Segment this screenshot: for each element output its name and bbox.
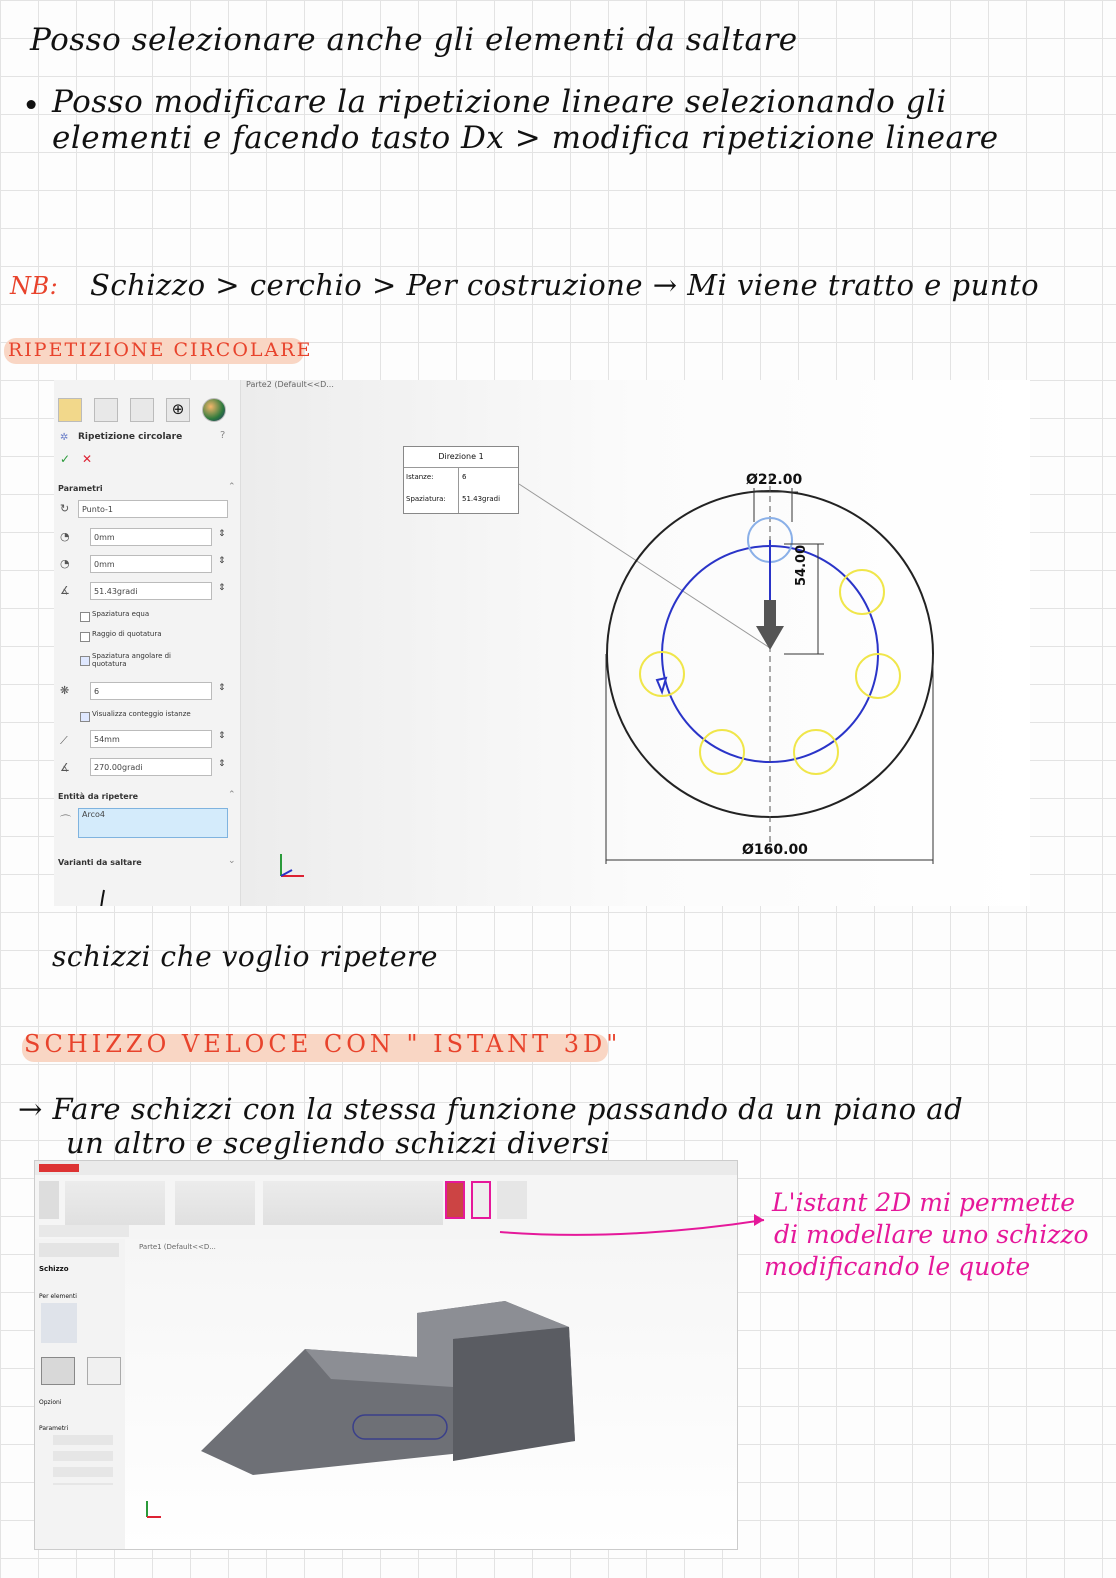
- side-note-line-2: di modellare uno schizzo: [774, 1220, 1089, 1249]
- label-angular: Spaziatura angolare di quotatura: [92, 652, 171, 668]
- dimension-box-row1-label: Istanze:: [406, 473, 434, 481]
- collapse-entities-icon[interactable]: ⌃: [228, 790, 236, 800]
- nb-text: Schizzo > cerchio > Per costruzione → Mi viene tratto e punto: [90, 268, 1040, 302]
- panel-section-2: Opzioni: [39, 1399, 62, 1406]
- section-title-circular: RIPETIZIONE CIRCOLARE: [8, 339, 313, 361]
- radius-icon: ⟋: [60, 734, 68, 747]
- dimension-box-row2-label: Spaziatura:: [406, 495, 446, 503]
- field-x[interactable]: 0mm: [90, 528, 212, 546]
- section-skip: Varianti da saltare: [58, 858, 142, 867]
- note-line-3a: → Fare schizzi con la stessa funzione passando da un piano ad: [18, 1092, 964, 1126]
- nb-label: NB:: [10, 272, 59, 300]
- dimension-box-row1-value: 6: [462, 473, 467, 481]
- tree-breadcrumb-2[interactable]: Parte1 (Default<<D...: [139, 1243, 216, 1251]
- section-title-instant3d: SCHIZZO VELOCE CON " ISTANT 3D": [24, 1030, 622, 1058]
- collapse-params-icon[interactable]: ⌃: [228, 482, 236, 492]
- caption-sketches: schizzi che voglio ripetere: [52, 940, 438, 973]
- field-arc-angle[interactable]: 270.00gradi: [90, 758, 212, 776]
- dimension-box-title: Direzione 1: [404, 447, 518, 468]
- side-note-line-1: L'istant 2D mi permette: [772, 1188, 1076, 1217]
- panel-section-1: Per elementi: [39, 1293, 77, 1300]
- field-center-point[interactable]: Punto-1: [78, 500, 228, 518]
- y-coord-icon: ◔: [60, 557, 70, 570]
- expand-skip-icon[interactable]: ⌄: [228, 856, 236, 866]
- field-count[interactable]: 6: [90, 682, 212, 700]
- rotate-icon: ↻: [60, 502, 70, 515]
- note-line-1: Posso selezionare anche gli elementi da saltare: [30, 22, 798, 58]
- stepper-x-icon[interactable]: ⇕: [218, 529, 226, 539]
- stepper-y-icon[interactable]: ⇕: [218, 556, 226, 566]
- x-coord-icon: ◔: [60, 530, 70, 543]
- label-equal-spacing: Spaziatura equa: [92, 610, 150, 618]
- crosshair-tab-icon[interactable]: ⊕: [166, 398, 190, 422]
- panel-title: Schizzo: [39, 1265, 69, 1273]
- angle-icon: ∡: [60, 584, 70, 597]
- count-icon: ❋: [60, 684, 70, 697]
- dim-vertical[interactable]: 54.00: [794, 544, 809, 586]
- stepper-arc-icon[interactable]: ⇕: [218, 759, 226, 769]
- stepper-angle-icon[interactable]: ⇕: [218, 583, 226, 593]
- ok-icon[interactable]: ✓: [60, 452, 71, 466]
- pm-title: Ripetizione circolare: [78, 432, 183, 442]
- help-icon[interactable]: ?: [220, 430, 226, 441]
- arc-angle-icon: ∡: [60, 761, 70, 774]
- pattern-icon: ✲: [60, 432, 69, 443]
- stepper-count-icon[interactable]: ⇕: [218, 683, 226, 693]
- note-line-3b: un altro e scegliendo schizzi diversi: [66, 1126, 611, 1160]
- panel-section-3: Parametri: [39, 1425, 69, 1432]
- section-entities: Entità da ripetere: [58, 792, 139, 801]
- field-y[interactable]: 0mm: [90, 555, 212, 573]
- note-line-2a: Posso modificare la ripetizione lineare selezionando gli: [52, 84, 947, 120]
- field-entities[interactable]: Arco4: [78, 808, 228, 838]
- label-radius: Raggio di quotatura: [92, 630, 162, 638]
- side-note-line-3: modificando le quote: [764, 1252, 1031, 1281]
- field-angle[interactable]: 51.43gradi: [90, 582, 212, 600]
- feature-tree-breadcrumb[interactable]: Parte2 (Default<<D...: [246, 380, 334, 389]
- section-params: Parametri: [58, 484, 103, 493]
- cancel-icon[interactable]: ✕: [82, 452, 93, 466]
- field-radius[interactable]: 54mm: [90, 730, 212, 748]
- dim-large-diameter[interactable]: Ø160.00: [742, 842, 808, 858]
- bullet: •: [22, 88, 41, 124]
- note-line-2b: elementi e facendo tasto Dx > modifica ripetizione lineare: [52, 120, 999, 156]
- dimension-box-row2-value: 51.43gradi: [462, 495, 501, 503]
- dim-small-diameter[interactable]: Ø22.00: [746, 472, 803, 488]
- stepper-radius-icon[interactable]: ⇕: [218, 731, 226, 741]
- label-show-count: Visualizza conteggio istanze: [92, 710, 191, 718]
- entities-icon: ⌒: [60, 814, 71, 827]
